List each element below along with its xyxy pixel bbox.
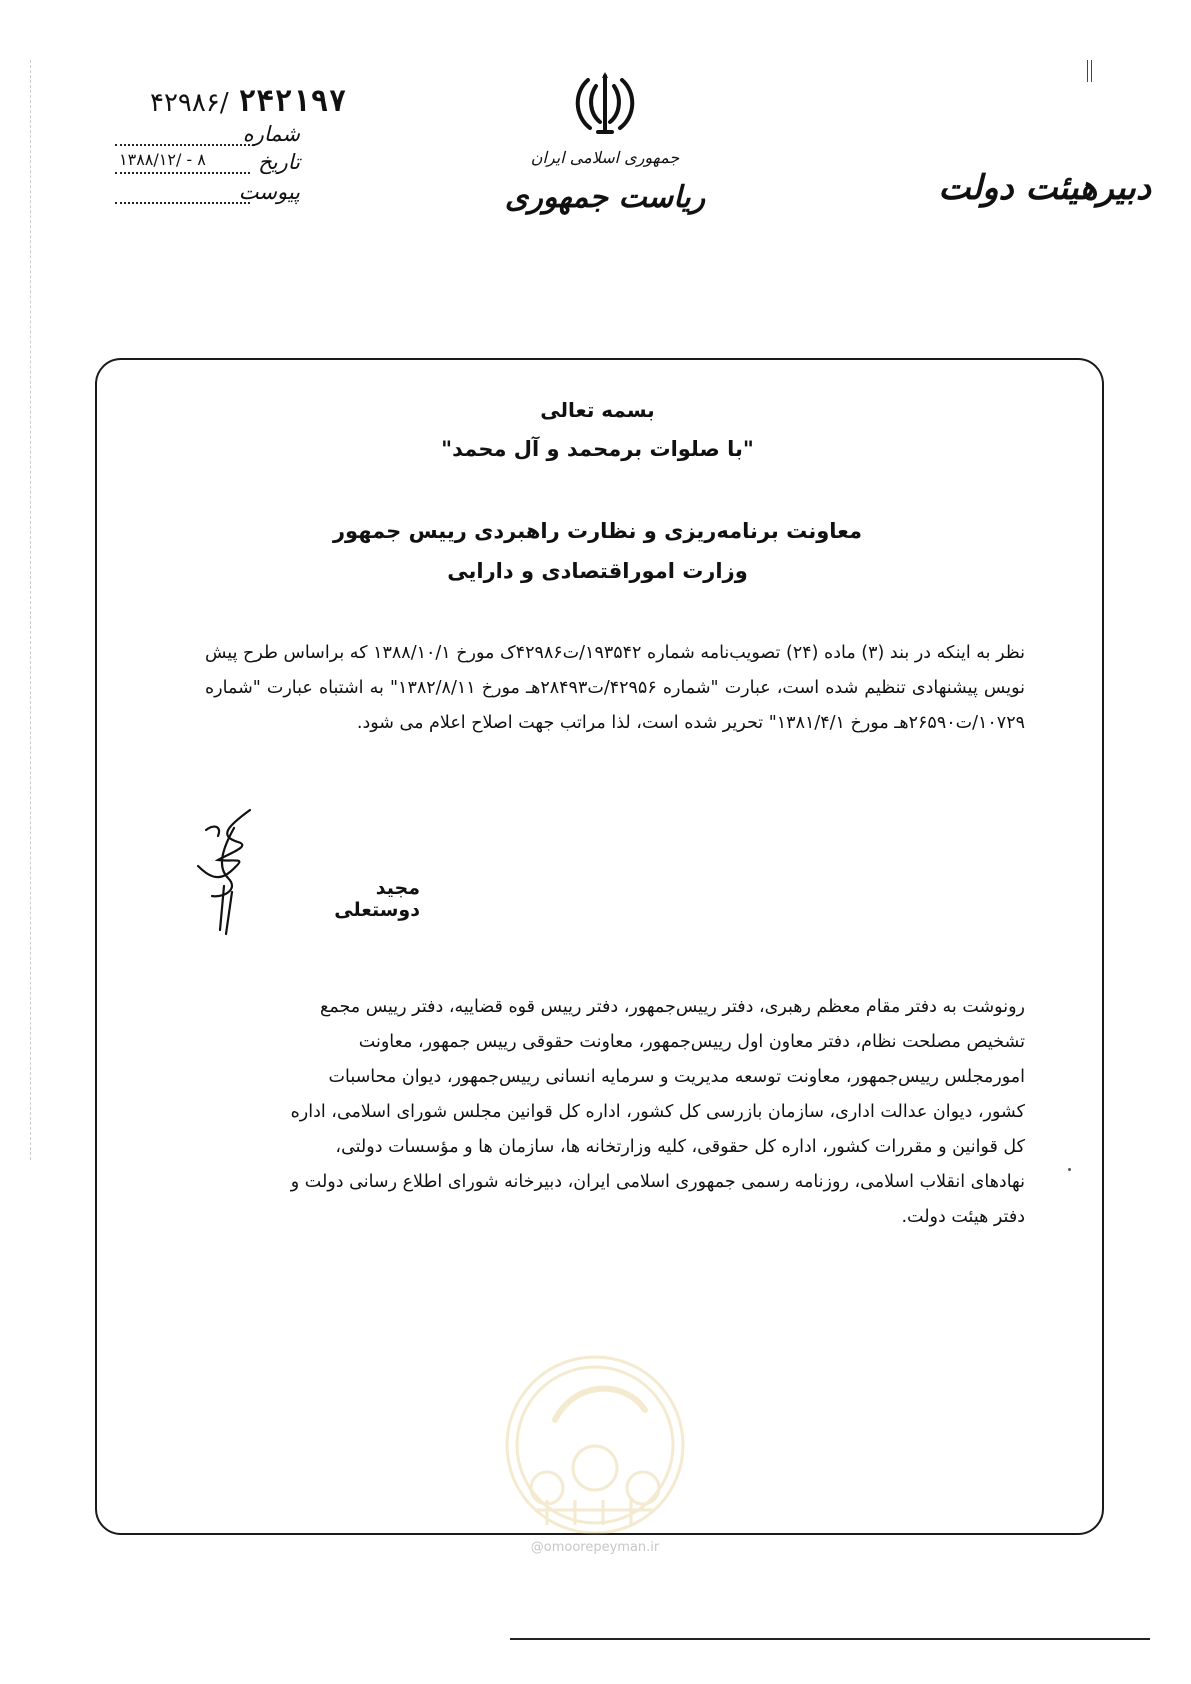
date-row bbox=[115, 150, 300, 174]
scan-speck bbox=[1068, 1168, 1071, 1171]
number-dots bbox=[115, 122, 250, 146]
letter-number bbox=[150, 84, 347, 119]
invocation: بسمه تعالی bbox=[540, 398, 655, 422]
cc-line: دفتر هیئت دولت. bbox=[901, 1207, 1025, 1227]
emblem bbox=[545, 70, 665, 144]
emblem-subtitle: جمهوری اسلامی ایران bbox=[530, 148, 680, 167]
recipient-2: وزارت اموراقتصادی و دارایی bbox=[447, 559, 748, 583]
letter-number-stamped: ۲۴۲۱۹۷ bbox=[238, 84, 347, 119]
scan-margin-mark bbox=[30, 60, 32, 1160]
signer-name: مجید دوستعلی bbox=[334, 877, 420, 921]
cc-line: رونوشت به دفتر مقام معظم رهبری، دفتر رییس‌جمهور، دفتر رییس قوه قضاییه، دفتر رییس مجمع bbox=[320, 997, 1025, 1017]
number-row bbox=[115, 122, 300, 146]
cc-line: کل قوانین و مقررات کشور، اداره کل حقوقی، کلیه وزارتخانه ها، سازمان ها و مؤسسات دولتی، bbox=[335, 1137, 1025, 1157]
presidency-title: ریاست جمهوری bbox=[504, 180, 706, 215]
salutation: "با صلوات برمحمد و آل محمد" bbox=[441, 437, 754, 461]
watermark-site: @omoorepeyman.ir bbox=[530, 1540, 660, 1555]
cc-line: امورمجلس رییس‌جمهور، معاونت توسعه مدیریت و سرمایه انسانی رییس‌جمهور، دیوان محاسبات bbox=[328, 1067, 1025, 1087]
date-value: ۱۳۸۸/۱۲/ - ۸ bbox=[115, 150, 250, 174]
recipient-1: معاونت برنامه‌ریزی و نظارت راهبردی رییس جمهور bbox=[332, 519, 863, 543]
cc-line: کشور، دیوان عدالت اداری، سازمان بازرسی کل کشور، اداره کل قوانین مجلس شورای اسلامی، اداره bbox=[290, 1102, 1025, 1122]
date-label: تاریخ bbox=[258, 150, 300, 174]
cc-line: نهادهای انقلاب اسلامی، روزنامه رسمی جمهوری اسلامی ایران، دبیرخانه شورای اطلاع رسانی دولت و bbox=[290, 1172, 1025, 1192]
letter-number-handwritten: ۴۲۹۸۶/ bbox=[150, 88, 229, 118]
bottom-rule bbox=[510, 1638, 1150, 1640]
iran-emblem-icon bbox=[568, 70, 642, 140]
number-label: شماره bbox=[242, 122, 300, 146]
scan-tick-mark bbox=[1087, 60, 1092, 82]
letter-body: نظر به اینکه در بند (۳) ماده (۲۴) تصویب‌نامه شماره ۱۹۳۵۴۲/ت۴۲۹۸۶ک مورخ ۱۳۸۸/۱۰/۱ که براساس طرح پیش نویس پیشنهادی تنظیم شده است، عبارت "شماره ۴۲۹۵۶/ت۲۸۴۹۳هـ مورخ ۱۳۸۲/۸/۱۱" به اشتباه عبارت "شماره ۱۰۷۲۹/ت۲۶۵۹۰هـ مورخ ۱۳۸۱/۴/۱" تحریر شده است، لذا مراتب جهت اصلاح اعلام می شود. bbox=[205, 643, 1025, 733]
attachment-label: پیوست bbox=[238, 180, 300, 204]
cabinet-secretary-title: دبیرهیئت دولت bbox=[938, 168, 1151, 208]
watermark-logo bbox=[495, 1350, 695, 1544]
attachment-row bbox=[115, 180, 300, 204]
handwritten-signature bbox=[188, 806, 278, 940]
omoorepeyman-logo-icon bbox=[495, 1350, 695, 1540]
cc-line: تشخیص مصلحت نظام، دفتر معاون اول رییس‌جمهور، معاونت حقوقی رییس جمهور، معاونت bbox=[358, 1032, 1025, 1052]
signature-icon bbox=[188, 806, 278, 936]
cc-list bbox=[205, 990, 1025, 1235]
attachment-dots bbox=[115, 180, 250, 204]
